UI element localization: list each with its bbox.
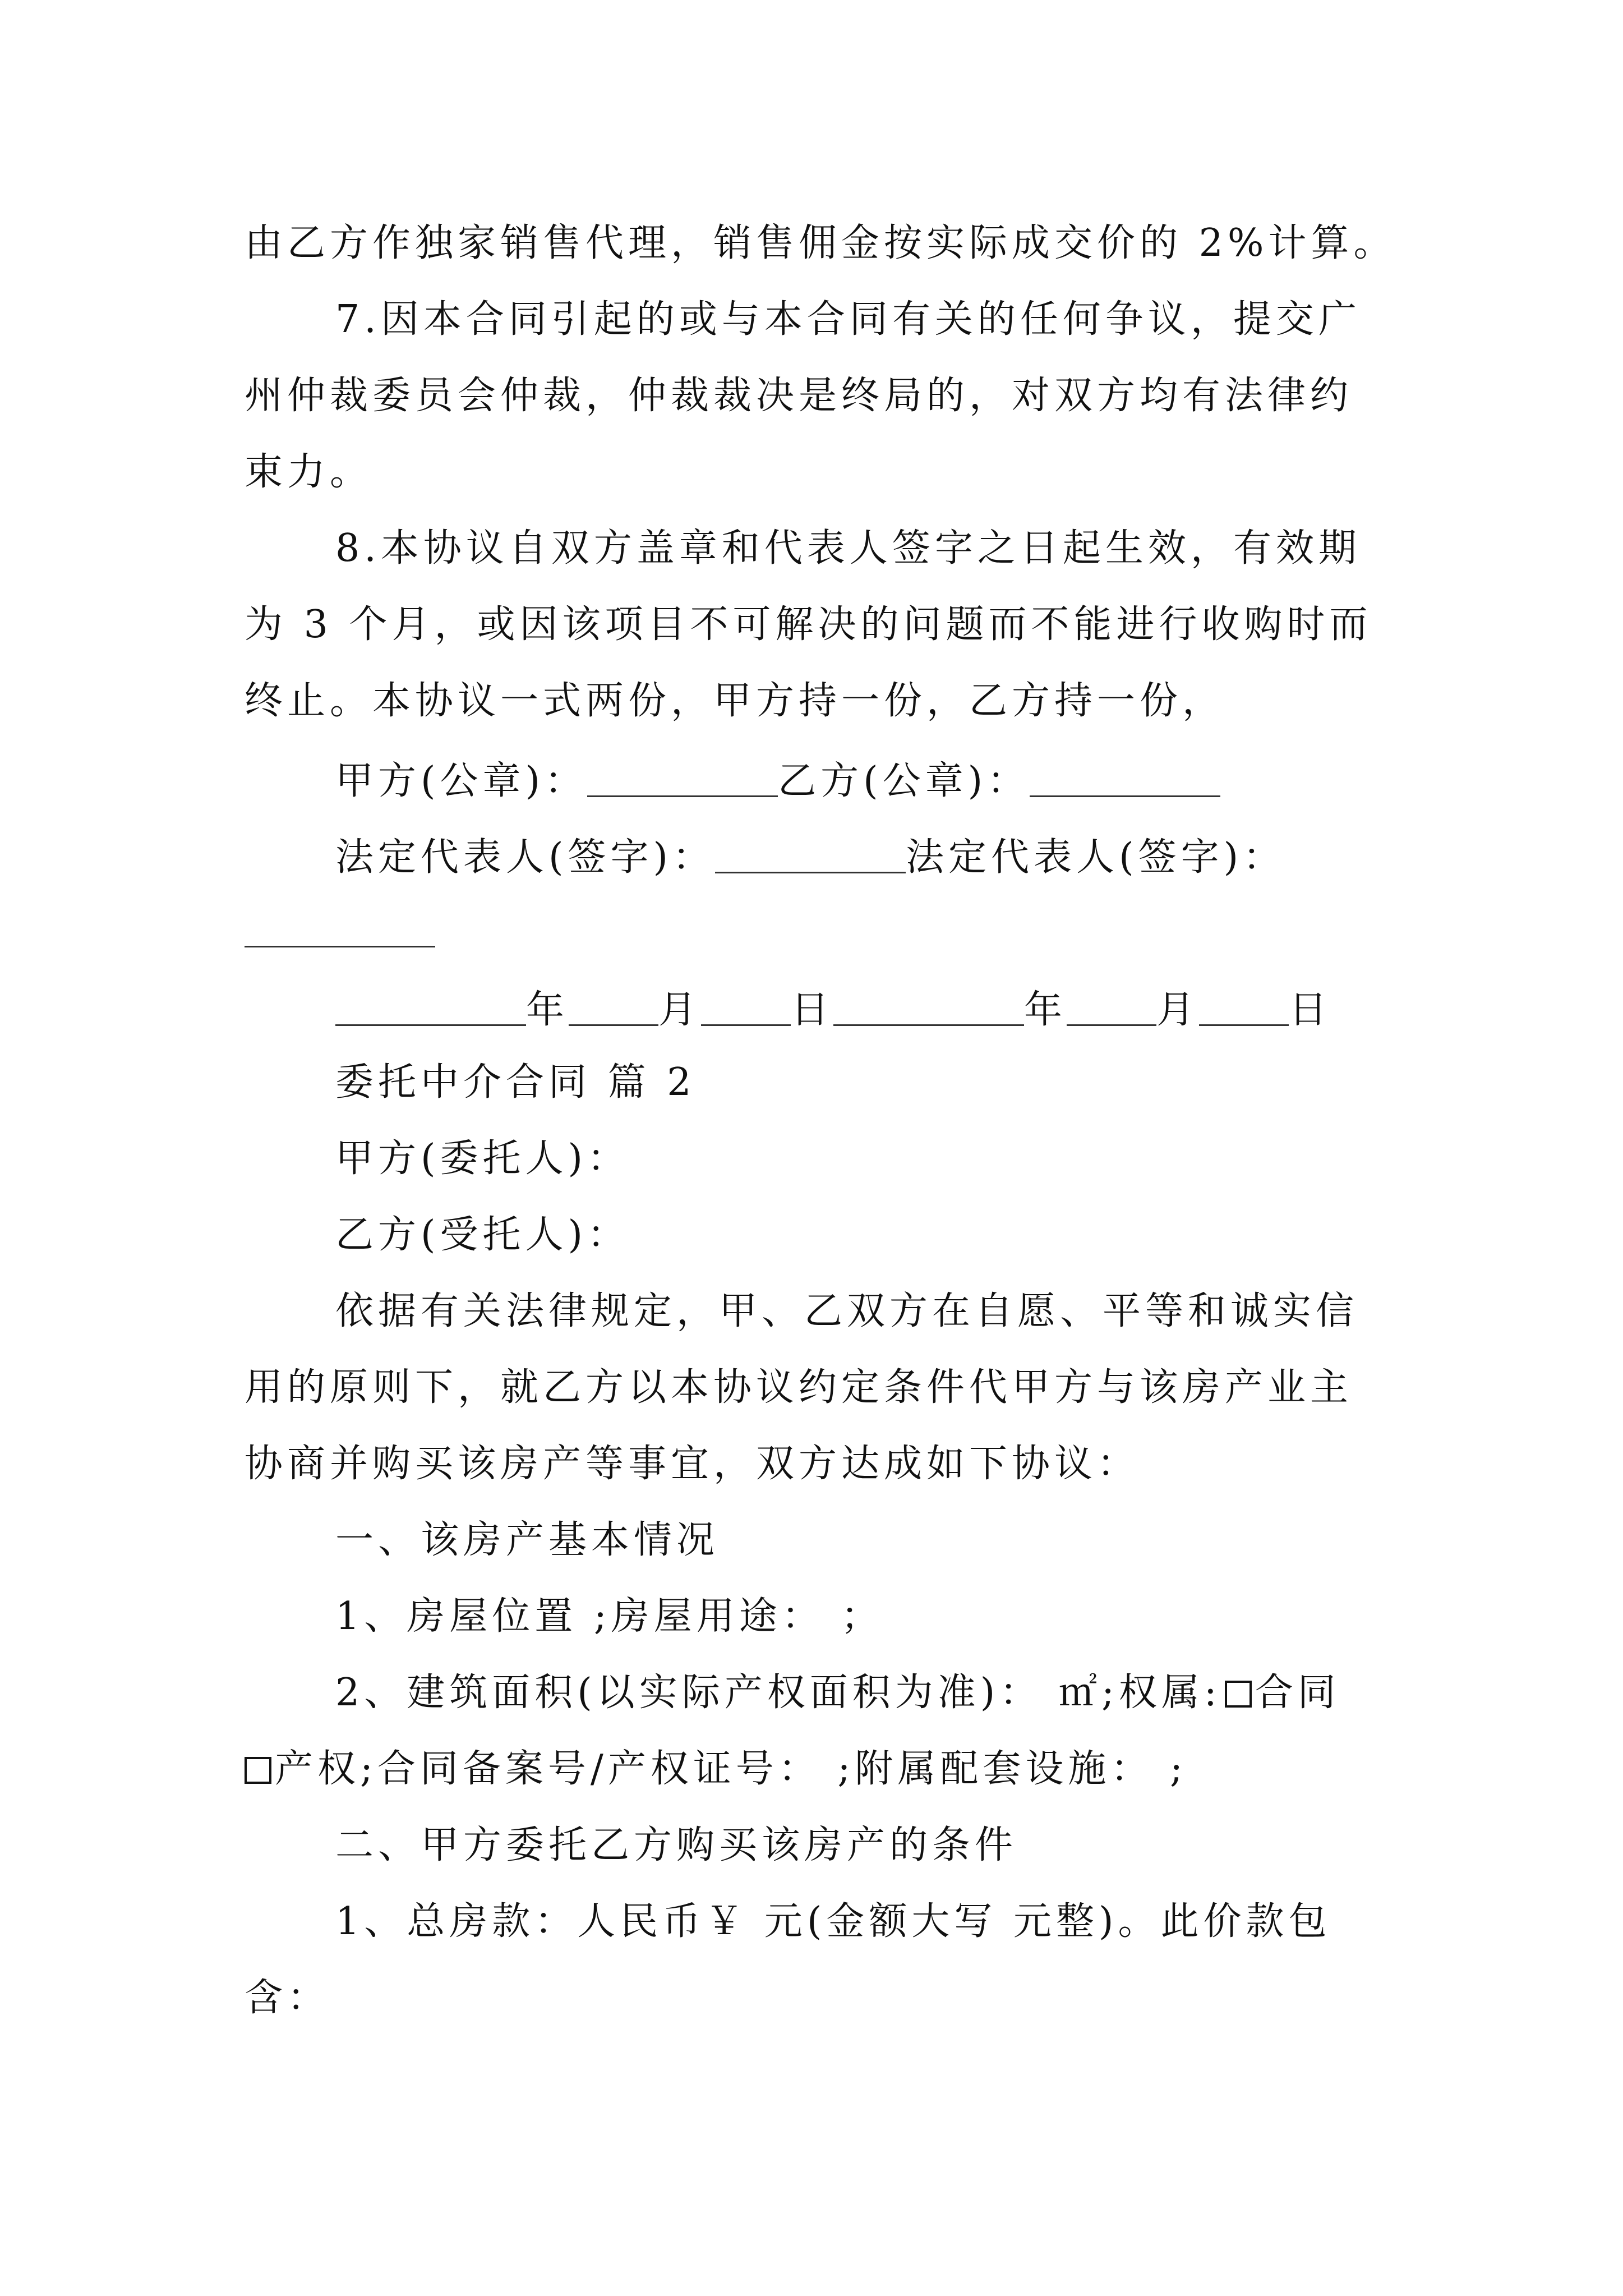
year-label: 年 — [526, 988, 569, 1032]
section-heading: 一、该房产基本情况 — [335, 1518, 720, 1562]
representative-line — [335, 835, 1286, 880]
year-blank — [833, 991, 1024, 1026]
list-item — [245, 1747, 1187, 1791]
party-a-rep-label: 法定代表人(签字)： — [335, 835, 716, 880]
paragraph-line: 依据有关法律规定，甲、乙双方在自愿、平等和诚实信 — [335, 1289, 1359, 1333]
year-blank — [335, 991, 526, 1026]
party-b-rep-blank — [245, 912, 435, 947]
day-label: 日 — [1289, 988, 1332, 1032]
list-item-text: 2、建筑面积(以实际产权面积为准)： ㎡;权属: — [335, 1671, 1221, 1715]
party-a-seal-label: 甲方(公章)： — [335, 759, 588, 803]
paragraph-line: 终止。本协议一式两份，甲方持一份，乙方持一份， — [245, 679, 1225, 723]
paragraph-line: 协商并购买该房产等事宜，双方达成如下协议： — [245, 1442, 1140, 1486]
party-b-seal-label: 乙方(公章)： — [778, 759, 1030, 803]
month-label: 月 — [658, 988, 702, 1032]
party-a-rep-blank — [715, 838, 906, 873]
list-item — [335, 1671, 1340, 1715]
seal-line — [335, 758, 1220, 803]
checkbox-icon — [245, 1757, 271, 1784]
list-item-text: 产权;合同备案号/产权证号： ;附属配套设施： ; — [275, 1747, 1187, 1791]
checkbox-icon — [1225, 1681, 1252, 1708]
paragraph-line: 为 3 个月，或因该项目不可解决的问题而不能进行收购时而 — [245, 602, 1372, 647]
section-heading: 二、甲方委托乙方购买该房产的条件 — [335, 1823, 1018, 1867]
party-b-seal-blank — [1030, 762, 1220, 797]
year-label: 年 — [1024, 988, 1067, 1032]
paragraph-line: 8.本协议自双方盖章和代表人签字之日起生效，有效期 — [335, 526, 1361, 570]
party-b-line: 乙方(受托人)： — [335, 1213, 630, 1257]
party-b-rep-label: 法定代表人(签字)： — [906, 835, 1286, 880]
date-line — [335, 987, 1332, 1032]
month-blank — [569, 991, 658, 1026]
paragraph-line: 由乙方作独家销售代理，销售佣金按实际成交价的 2%计算。 — [245, 221, 1396, 265]
section-title: 委托中介合同 篇 2 — [335, 1060, 696, 1105]
paragraph-line: 7.因本合同引起的或与本合同有关的任何争议，提交广 — [335, 297, 1361, 342]
list-item: 含： — [245, 1976, 330, 2020]
paragraph-line: 州仲裁委员会仲裁，仲裁裁决是终局的，对双方均有法律约 — [245, 374, 1353, 418]
party-a-line: 甲方(委托人)： — [335, 1137, 630, 1181]
paragraph-line: 束力。 — [245, 450, 373, 494]
list-item: 1、房屋位置 ;房屋用途： ； — [335, 1594, 884, 1639]
day-blank — [1199, 991, 1289, 1026]
party-a-seal-blank — [587, 762, 778, 797]
day-label: 日 — [791, 988, 834, 1032]
list-item: 1、总房款：人民币￥ 元(金额大写 元整)。此价款包 — [335, 1899, 1331, 1944]
paragraph-line: 用的原则下，就乙方以本协议约定条件代甲方与该房产业主 — [245, 1365, 1353, 1410]
day-blank — [701, 991, 791, 1026]
representative-blank-line — [245, 909, 435, 951]
month-label: 月 — [1156, 988, 1200, 1032]
month-blank — [1067, 991, 1156, 1026]
list-item-text: 合同 — [1255, 1671, 1340, 1715]
